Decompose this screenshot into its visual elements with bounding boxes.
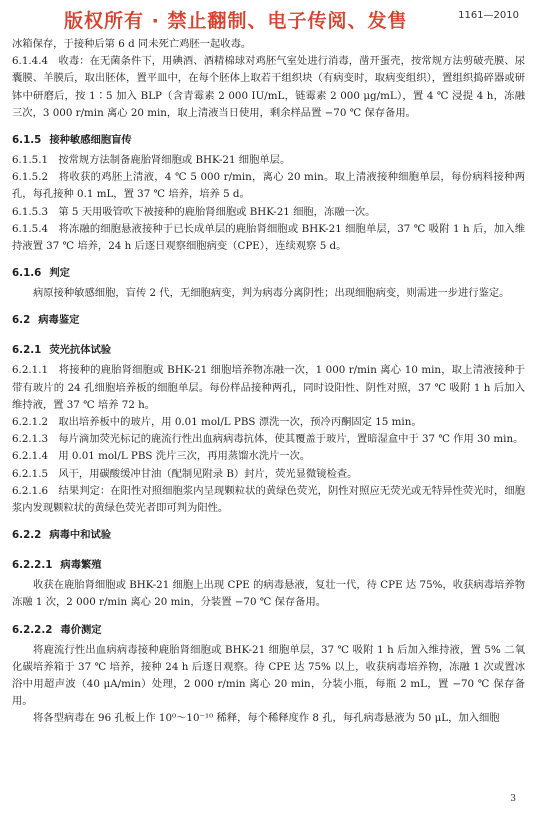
paragraph-6-2-1-6: 6.2.1.6 结果判定：在阳性对照细胞浆内呈现颗粒状的黄绿色荧光，阴性对照应无荧光或无特异性荧光时，细胞浆内发现颗粒状的黄绿色荧光者即可判为阳性。 [12,484,525,515]
heading-6-2-2-2 [12,622,525,639]
section-title: 判定 [49,267,70,280]
heading-6-2 [12,312,525,329]
copyright-watermark: 版权所有 · 禁止翻制、电子传阅、发售 [64,10,408,32]
paragraph-6-2-1-2: 6.2.1.2 取出培养板中的玻片，用 0.01 mol/L PBS 漂洗一次，预冷丙酮固定 15 min。 [12,416,422,429]
page-header [0,6,535,32]
standard-number: 1161—2010 [458,10,519,21]
paragraph-6-1-6: 病原接种敏感细胞，盲传 2 代，无细胞病变，判为病毒分离阴性；出现细胞病变，则需进一步进行鉴定。 [33,287,510,300]
paragraph-6-2-1-4: 6.2.1.4 用 0.01 mol/L PBS 洗片三次，再用蒸馏水洗片一次。 [12,450,311,463]
paragraph-6-2-1-1: 6.2.1.1 将接种的鹿胎肾细胞或 BHK-21 细胞培养物冻融一次，1 000 r/min 离心 10 min，取上清液接种于带有玻片的 24 孔细胞培养板的细胞单层。每份样品接种两孔，同时设阳性、阴性对照，37 ℃ 吸附 1 h 后加入维持液，置 37 ℃ 培养 72 h。 [12,364,525,411]
heading-6-2-2-1 [12,557,525,574]
heading-6-2-1 [12,342,525,359]
paragraph-6-2-2-2-a: 将鹿流行性出血病病毒接种鹿胎肾细胞或 BHK-21 细胞单层，37 ℃ 吸附 1 h 后加入维持液，置 5% 二氧化碳培养箱于 37 ℃ 培养，接种 24 h 后逐日观察。待 CPE 达 75% 以上，收获病毒培养物，冻融 1 次或置冰浴中用超声波（40 μA/min）处理，2 000 r/min 离心 20 min，分装小瓶，每瓶 2 mL，置 −70 ℃ 保存备用。 [12,643,525,708]
heading-6-2-2 [12,527,525,544]
section-title: 病毒繁殖 [60,559,102,572]
paragraph-6-1-5-1: 6.1.5.1 按常规方法制备鹿胎肾细胞或 BHK-21 细胞单层。 [12,154,291,167]
section-title: 毒价测定 [60,623,102,636]
section-number: 6.2 [12,314,31,327]
section-title: 接种敏感细胞盲传 [49,134,132,147]
section-number: 6.2.2.1 [12,559,53,572]
section-number: 6.2.1 [12,344,42,357]
section-number: 6.2.2 [12,529,42,542]
page-number: 3 [510,794,516,804]
section-title: 荧光抗体试验 [49,344,112,357]
paragraph-6-2-2-2-b: 将各型病毒在 96 孔板上作 10⁰～10⁻¹⁰ 稀释，每个稀释度作 8 孔，每孔病毒悬液为 50 μL，加入细胞 [33,712,500,725]
paragraph-6-1-5-4: 6.1.5.4 将冻融的细胞悬液接种于已长成单层的鹿胎肾细胞或 BHK-21 细胞单层，37 ℃ 吸附 1 h 后，加入维持液置 37 ℃ 培养，24 h 后逐日观察细胞病变（CPE），连续观察 5 d。 [12,222,525,253]
heading-6-1-6 [12,265,525,282]
section-title: 病毒鉴定 [38,314,80,327]
section-number: 6.2.2.2 [12,623,53,636]
heading-6-1-5 [12,132,525,149]
paragraph-6-1-4-4: 6.1.4.4 收毒：在无菌条件下，用碘酒、酒精棉球对鸡胚气室处进行消毒，凿开蛋壳，按常规方法剪破壳膜、尿囊膜、羊膜后，取出胚体，置平皿中，在每个胚体上取若干组织块（有病变时，取病变组织），置组织捣碎器或研钵中研磨后，按 1∶5 加入 BLP（含青霉素 2 000 IU/mL，链霉素 2 000 μg/mL），置 4 ℃ 浸提 4 h，冻融三次，3 000 r/min 离心 20 min，取上清液当日使用，剩余样品置 −70 ℃ 保存备用。 [12,55,525,119]
section-title: 病毒中和试验 [49,529,112,542]
document-body [12,36,525,728]
paragraph-6-2-1-5: 6.2.1.5 风干，用碳酸缓冲甘油（配制见附录 B）封片，荧光显微镜检查。 [12,467,358,480]
section-number: 6.1.5 [12,134,42,147]
paragraph-6-1-5-2: 6.1.5.2 将收获的鸡胚上清液，4 ℃ 5 000 r/min，离心 20 min。取上清液接种细胞单层，每份病料接种两孔，每孔接种 0.1 mL，置 37 ℃ 培养，培养 5 d。 [12,171,525,201]
section-number: 6.1.6 [12,267,42,280]
paragraph-6-2-1-3: 6.2.1.3 每片滴加荧光标记的鹿流行性出血病病毒抗体，使其覆盖于玻片，置暗湿盒中于 37 ℃ 作用 30 min。 [12,433,524,446]
paragraph: 冰箱保存，于接种后第 6 d 同未死亡鸡胚一起收毒。 [12,38,252,50]
paragraph-6-1-5-3: 6.1.5.3 第 5 天用吸管吹下被接种的鹿胎肾细胞或 BHK-21 细胞，冻融一次。 [12,205,376,218]
paragraph-6-2-2-1: 收获在鹿胎肾细胞或 BHK-21 细胞上出现 CPE 的病毒悬液，复壮一代，待 CPE 达 75%，收获病毒培养物冻融 1 次，2 000 r/min 离心 20 min，分装置 −70 ℃ 保存备用。 [12,579,525,609]
